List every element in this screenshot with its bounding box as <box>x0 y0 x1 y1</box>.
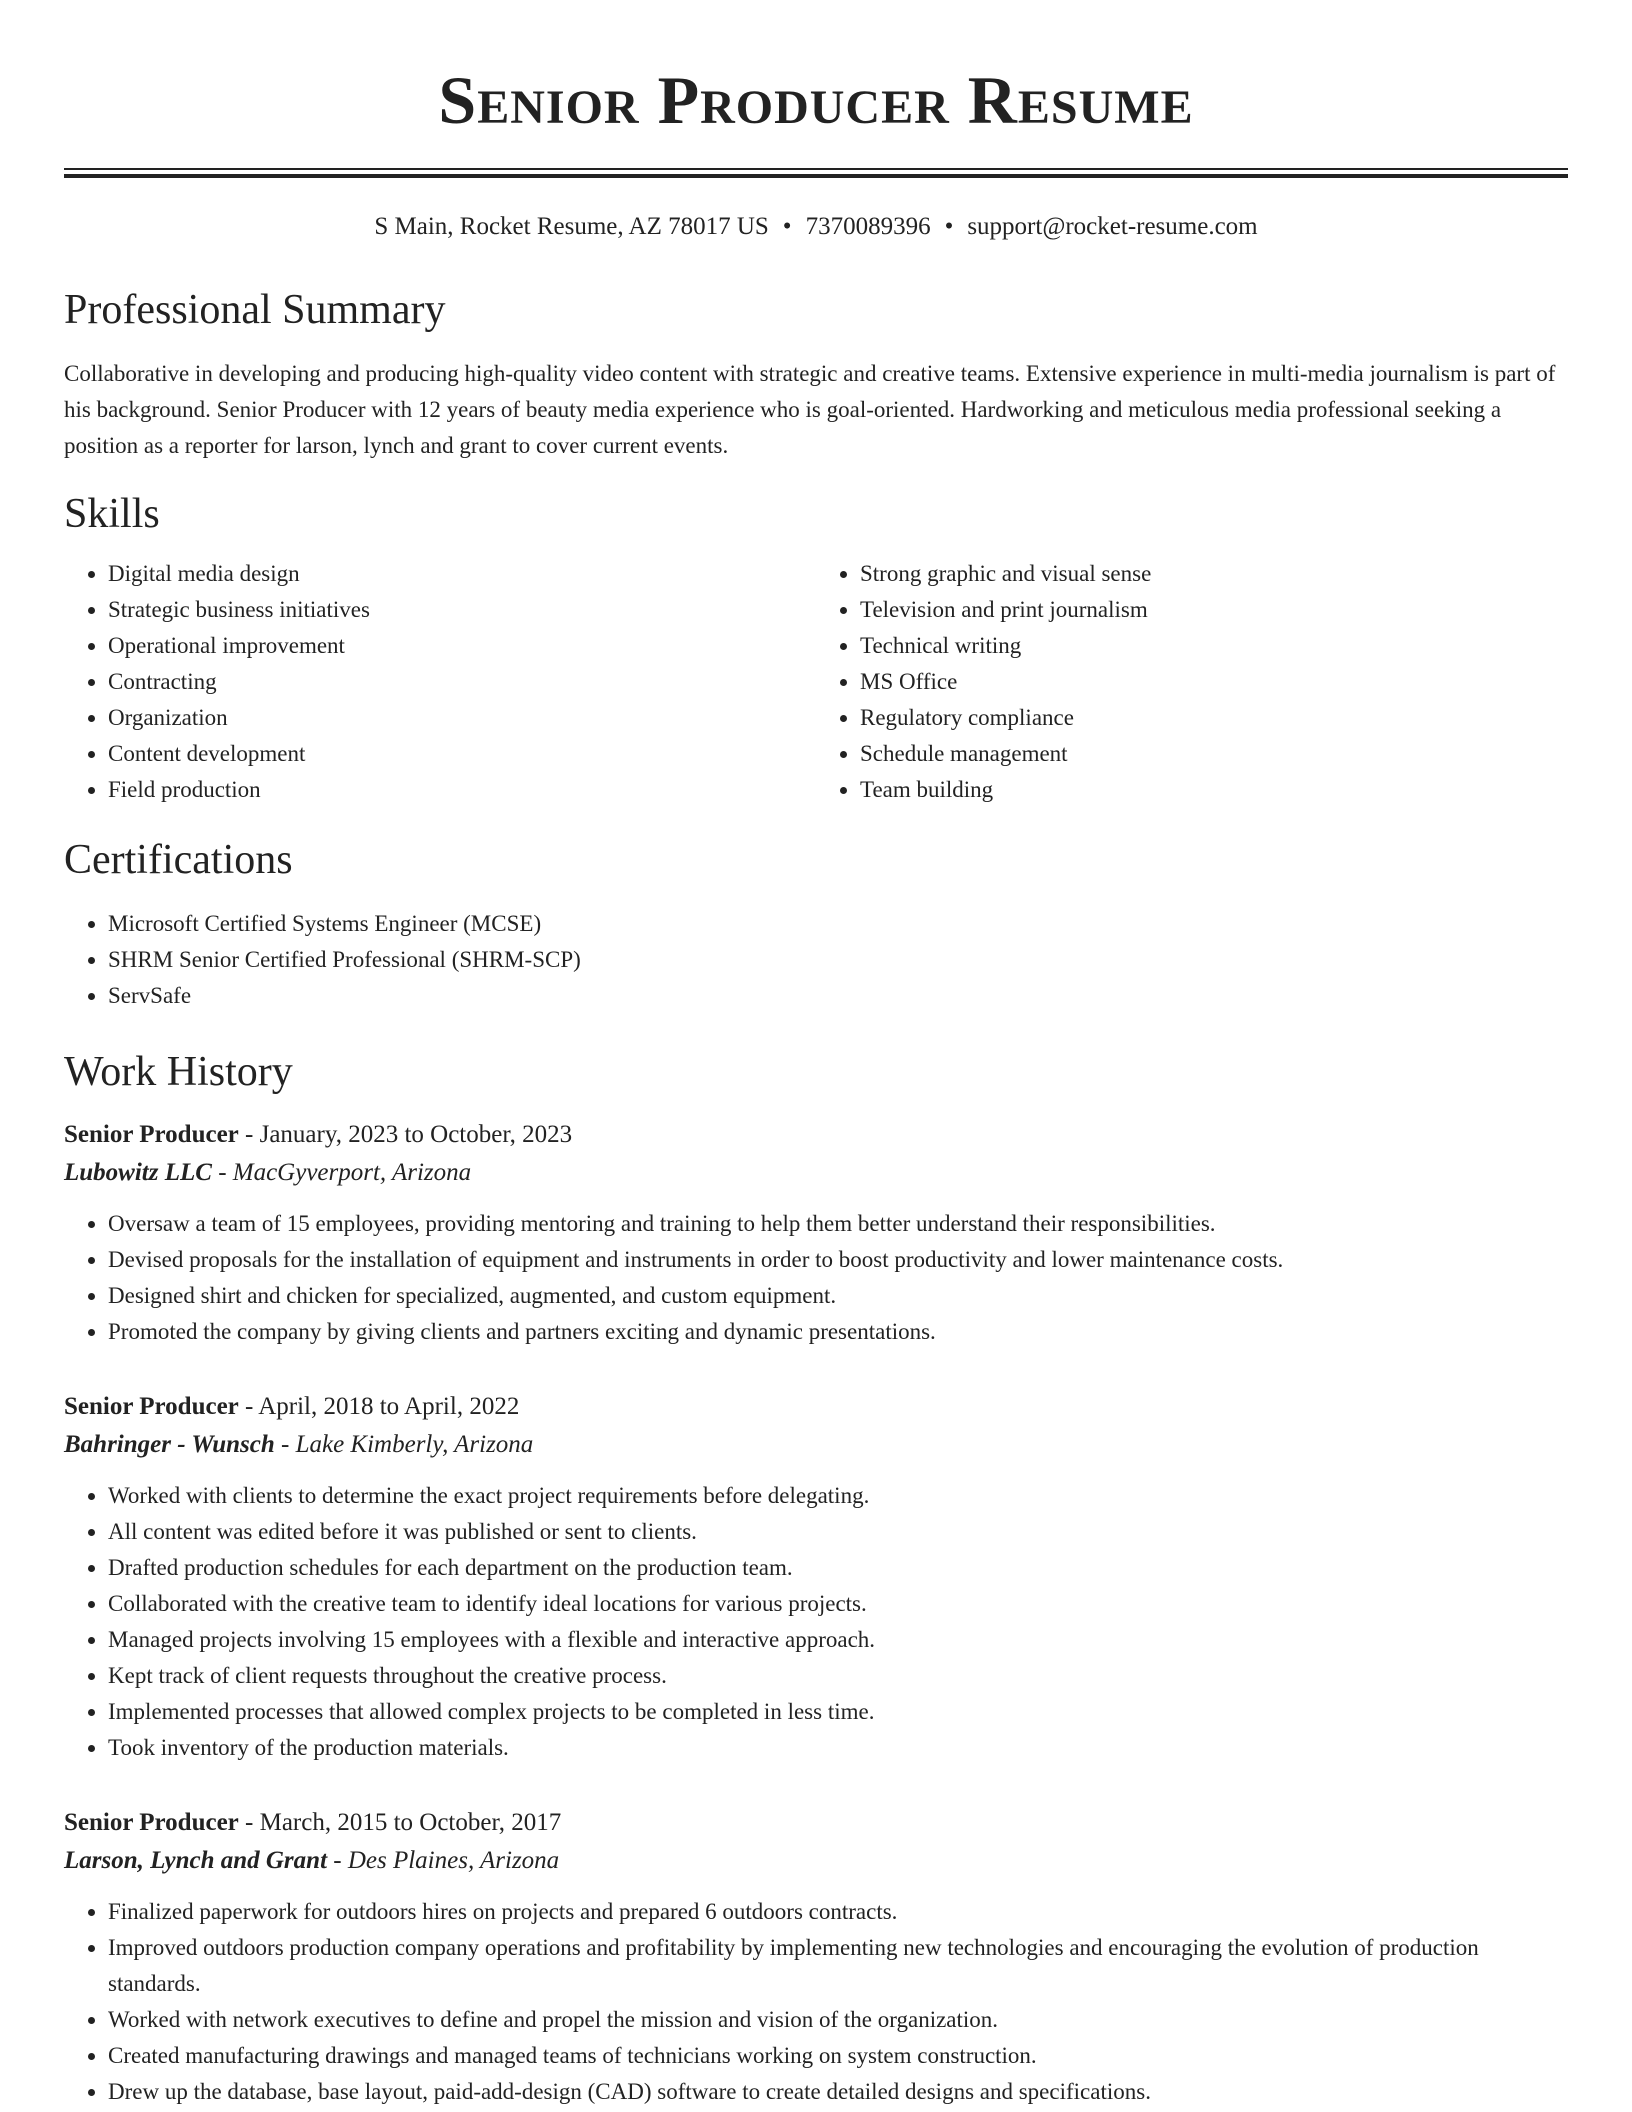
job-bullet: • Collaborated with the creative team to identify ideal locations for various projects. <box>108 1586 1568 1622</box>
job-entry <box>64 1804 1568 2110</box>
skills-heading: Skills <box>64 491 160 537</box>
certifications-list <box>64 906 1568 1014</box>
skill-item: • Television and print journalism <box>860 592 1568 628</box>
job-bullet: • Implemented processes that allowed complex projects to be completed in less time. <box>108 1694 1568 1730</box>
contact-phone: 7370089396 <box>805 213 931 240</box>
job-location: - MacGyverport, Arizona <box>211 1159 472 1186</box>
job-company-line <box>64 1154 1568 1192</box>
skills-columns <box>64 556 1568 808</box>
job-role: Senior Producer <box>64 1393 239 1420</box>
job-dates: - January, 2023 to October, 2023 <box>238 1121 573 1148</box>
certifications-heading: Certifications <box>64 837 293 883</box>
job-location: - Lake Kimberly, Arizona <box>274 1431 534 1458</box>
job-bullet: • Kept track of client requests throughout the creative process. <box>108 1658 1568 1694</box>
job-role: Senior Producer <box>64 1809 239 1836</box>
resume-title: Senior Producer Resume <box>438 62 1194 138</box>
certification-item: • SHRM Senior Certified Professional (SHRM-SCP) <box>108 942 1568 978</box>
job-dates: - April, 2018 to April, 2022 <box>238 1393 520 1420</box>
job-bullets <box>64 1478 1568 1766</box>
job-header <box>64 1388 1568 1426</box>
job-company: Bahringer - Wunsch <box>64 1431 275 1458</box>
job-header <box>64 1804 1568 1842</box>
job-company: Larson, Lynch and Grant <box>64 1847 328 1874</box>
job-bullet: • Took inventory of the production materials. <box>108 1730 1568 1766</box>
skill-item: • Schedule management <box>860 736 1568 772</box>
work-history-heading: Work History <box>64 1049 293 1095</box>
job-dates: - March, 2015 to October, 2017 <box>238 1809 562 1836</box>
skills-list-left <box>64 556 816 808</box>
job-entry <box>64 1116 1568 1350</box>
job-bullet: • All content was edited before it was published or sent to clients. <box>108 1514 1568 1550</box>
skill-item: • Strong graphic and visual sense <box>860 556 1568 592</box>
job-header <box>64 1116 1568 1154</box>
skill-item: • Strategic business initiatives <box>108 592 816 628</box>
certification-item: • Microsoft Certified Systems Engineer (MCSE) <box>108 906 1568 942</box>
skills-list-right <box>816 556 1568 808</box>
summary-heading: Professional Summary <box>64 287 446 333</box>
skill-item: • Contracting <box>108 664 816 700</box>
job-company: Lubowitz LLC <box>64 1159 212 1186</box>
job-bullets <box>64 1206 1568 1350</box>
job-bullets <box>64 1894 1568 2110</box>
job-bullet: • Improved outdoors production company operations and profitability by implementing new technologies and encouraging the evolution of production standards. <box>108 1930 1568 2002</box>
contact-separator: • <box>944 213 954 240</box>
job-bullet: • Devised proposals for the installation of equipment and instruments in order to boost productivity and lower maintenance costs. <box>108 1242 1568 1278</box>
skill-item: • Field production <box>108 772 816 808</box>
skill-item: • Operational improvement <box>108 628 816 664</box>
contact-email: support@rocket-resume.com <box>967 213 1258 240</box>
job-bullet: • Oversaw a team of 15 employees, providing mentoring and training to help them better understand their responsibilities. <box>108 1206 1568 1242</box>
job-company-line <box>64 1426 1568 1464</box>
job-bullet: • Drew up the database, base layout, paid-add-design (CAD) software to create detailed designs and specifications. <box>108 2074 1568 2110</box>
skill-item: • Organization <box>108 700 816 736</box>
skill-item: • Regulatory compliance <box>860 700 1568 736</box>
skill-item: • MS Office <box>860 664 1568 700</box>
skill-item: • Digital media design <box>108 556 816 592</box>
job-bullet: • Worked with network executives to define and propel the mission and vision of the organization. <box>108 2002 1568 2038</box>
certification-item: • ServSafe <box>108 978 1568 1014</box>
summary-text: Collaborative in developing and producing high-quality video content with strategic and creative teams. Extensive experience in multi-media journalism is part of his background. Senior Producer with 12 years of beauty media experience who is goal-oriented. Hardworking and meticulous media professional seeking a position as a reporter for larson, lynch and grant to cover current events. <box>64 361 1556 458</box>
job-location: - Des Plaines, Arizona <box>327 1847 560 1874</box>
job-bullet: • Designed shirt and chicken for specialized, augmented, and custom equipment. <box>108 1278 1568 1314</box>
skill-item: • Content development <box>108 736 816 772</box>
job-bullet: • Drafted production schedules for each department on the production team. <box>108 1550 1568 1586</box>
job-bullet: • Managed projects involving 15 employees with a flexible and interactive approach. <box>108 1622 1568 1658</box>
skill-item: • Technical writing <box>860 628 1568 664</box>
title-divider <box>64 168 1568 178</box>
job-role: Senior Producer <box>64 1121 239 1148</box>
job-bullet: • Worked with clients to determine the exact project requirements before delegating. <box>108 1478 1568 1514</box>
job-bullet: • Promoted the company by giving clients and partners exciting and dynamic presentations. <box>108 1314 1568 1350</box>
contact-separator: • <box>782 213 792 240</box>
contact-address: S Main, Rocket Resume, AZ 78017 US <box>374 213 769 240</box>
resume-page <box>64 0 1568 2110</box>
job-company-line <box>64 1842 1568 1880</box>
job-bullet: • Created manufacturing drawings and managed teams of technicians working on system construction. <box>108 2038 1568 2074</box>
contact-line <box>64 210 1568 244</box>
skill-item: • Team building <box>860 772 1568 808</box>
job-entry <box>64 1388 1568 1766</box>
job-bullet: • Finalized paperwork for outdoors hires on projects and prepared 6 outdoors contracts. <box>108 1894 1568 1930</box>
